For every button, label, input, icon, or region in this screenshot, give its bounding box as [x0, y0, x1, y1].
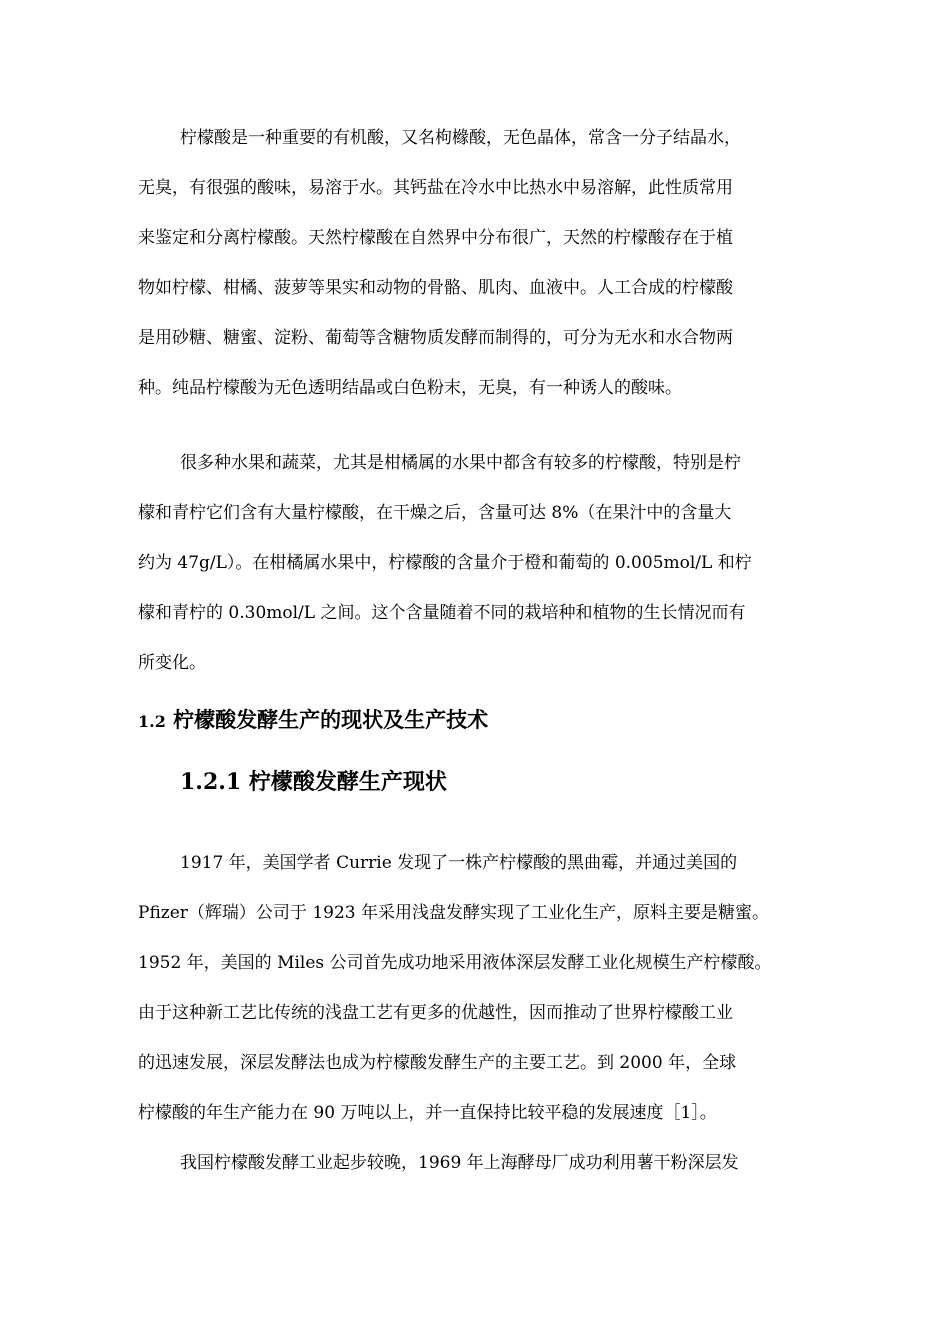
paragraph-line: Pfizer（辉瑞）公司于 1923 年采用浅盘发酵实现了工业化生产，原料主要是糖蜜。 [138, 903, 769, 923]
paragraph-line: 檬和青柠它们含有大量柠檬酸，在干燥之后，含量可达 8%（在果汁中的含量大 [138, 503, 732, 523]
section-title: 柠檬酸发酵生产的现状及生产技术 [173, 707, 489, 732]
paragraph-line: 种。纯品柠檬酸为无色透明结晶或白色粉末，无臭，有一种诱人的酸味。 [138, 378, 682, 398]
paragraph-line: 我国柠檬酸发酵工业起步较晚，1969 年上海酵母厂成功利用薯干粉深层发 [180, 1153, 739, 1173]
paragraph-line: 来鉴定和分离柠檬酸。天然柠檬酸在自然界中分布很广，天然的柠檬酸存在于植 [138, 228, 733, 248]
paragraph-line: 所变化。 [138, 653, 206, 673]
paragraph-line: 的迅速发展，深层发酵法也成为柠檬酸发酵生产的主要工艺。到 2000 年，全球 [138, 1053, 737, 1073]
section-heading [138, 706, 488, 736]
paragraph-line: 由于这种新工艺比传统的浅盘工艺有更多的优越性，因而推动了世界柠檬酸工业 [138, 1003, 733, 1023]
paragraph-line: 檬和青柠的 0.30mol/L 之间。这个含量随着不同的栽培种和植物的生长情况而有 [138, 603, 746, 623]
paragraph-line: 柠檬酸是一种重要的有机酸，又名枸橼酸，无色晶体，常含一分子结晶水， [180, 128, 741, 148]
paragraph-line: 无臭，有很强的酸味，易溶于水。其钙盐在冷水中比热水中易溶解，此性质常用 [138, 178, 733, 198]
section-number: 1.2 [138, 712, 166, 731]
paragraph-line: 1952 年，美国的 Miles 公司首先成功地采用液体深层发酵工业化规模生产柠檬酸。 [138, 953, 772, 973]
paragraph-line: 是用砂糖、糖蜜、淀粉、葡萄等含糖物质发酵而制得的，可分为无水和水合物两 [138, 328, 733, 348]
paragraph-line: 约为 47g/L）。在柑橘属水果中，柠檬酸的含量介于橙和葡萄的 0.005mol/L 和柠 [138, 553, 752, 573]
paragraph-line: 很多种水果和蔬菜，尤其是柑橘属的水果中都含有较多的柠檬酸，特别是柠 [180, 453, 741, 473]
subsection-heading: 1.2.1 柠檬酸发酵生产现状 [180, 769, 447, 795]
paragraph-line: 物如柠檬、柑橘、菠萝等果实和动物的骨骼、肌肉、血液中。人工合成的柠檬酸 [138, 278, 733, 298]
paragraph-line: 1917 年，美国学者 Currie 发现了一株产柠檬酸的黑曲霉，并通过美国的 [180, 853, 738, 873]
paragraph-line: 柠檬酸的年生产能力在 90 万吨以上，并一直保持比较平稳的发展速度［1］。 [138, 1103, 717, 1123]
